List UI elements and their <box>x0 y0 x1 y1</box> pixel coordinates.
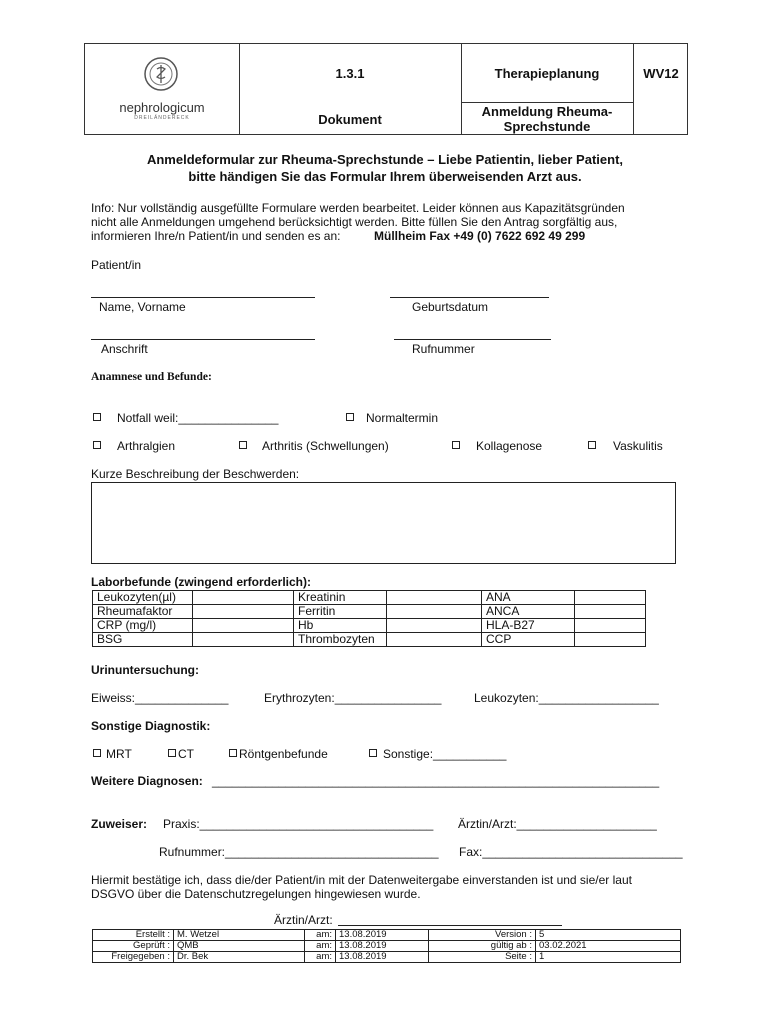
table-row <box>93 952 681 963</box>
roentgen-label: Röntgenbefunde <box>239 747 328 761</box>
info-line1: Info: Nur vollständig ausgefüllte Formulare werden bearbeitet. Leider können aus Kapazitätsgründen <box>91 201 625 215</box>
footer-am-cell: am: <box>305 930 336 941</box>
beschwerden-textarea[interactable] <box>91 482 676 564</box>
footer-meta-value-cell: 1 <box>536 952 681 963</box>
table-row <box>93 633 646 647</box>
address-label: Anschrift <box>101 342 148 356</box>
mrt-label: MRT <box>106 747 132 761</box>
footer-person-cell: M. Wetzel <box>174 930 305 941</box>
normaltermin-checkbox[interactable] <box>346 413 354 421</box>
labor-value-cell[interactable] <box>193 591 294 605</box>
footer-meta-value-cell: 03.02.2021 <box>536 941 681 952</box>
ct-checkbox[interactable] <box>168 749 176 757</box>
footer-person-cell: Dr. Bek <box>174 952 305 963</box>
document-header <box>84 43 688 135</box>
labor-label: Laborbefunde (zwingend erforderlich): <box>91 575 312 589</box>
anamnese-label: Anamnese und Befunde: <box>91 371 212 383</box>
labor-value-cell[interactable] <box>575 591 646 605</box>
address-field[interactable] <box>91 339 315 340</box>
form-title-line2: bitte händigen Sie das Formular Ihrem überweisenden Arzt aus. <box>188 169 582 184</box>
footer-meta-value-cell: 5 <box>536 930 681 941</box>
labor-value-cell[interactable] <box>193 605 294 619</box>
erythrozyten-field[interactable]: Erythrozyten:________________ <box>264 691 442 705</box>
info-line2: nicht alle Anmeldungen umgehend berücksichtigt werden. Bitte füllen Sie den Antrag sorgfältig aus, <box>91 215 618 229</box>
labor-name-cell: Kreatinin <box>294 591 387 605</box>
table-row <box>93 605 646 619</box>
roentgen-checkbox[interactable] <box>229 749 237 757</box>
name-field[interactable] <box>91 297 315 298</box>
vaskulitis-checkbox[interactable] <box>588 441 596 449</box>
nephrologicum-logo-icon <box>143 56 179 92</box>
labor-value-cell[interactable] <box>387 633 482 647</box>
table-row <box>93 941 681 952</box>
sonstige-checkbox[interactable] <box>369 749 377 757</box>
footer-person-cell: QMB <box>174 941 305 952</box>
labor-name-cell: Rheumafaktor <box>93 605 193 619</box>
labor-name-cell: BSG <box>93 633 193 647</box>
labor-value-cell[interactable] <box>387 605 482 619</box>
footer-role-cell: Freigegeben : <box>93 952 174 963</box>
labor-value-cell[interactable] <box>575 633 646 647</box>
sonstige-field[interactable]: Sonstige:___________ <box>383 747 507 761</box>
beschwerden-label: Kurze Beschreibung der Beschwerden: <box>91 467 300 481</box>
eiweiss-field[interactable]: Eiweiss:______________ <box>91 691 229 705</box>
phone-label: Rufnummer <box>412 342 475 356</box>
fax-field[interactable]: Fax:______________________________ <box>459 845 683 859</box>
labor-value-cell[interactable] <box>575 619 646 633</box>
table-row <box>93 930 681 941</box>
zuweiser-label: Zuweiser: <box>91 817 148 831</box>
table-row <box>93 591 646 605</box>
footer-meta-label-cell: gültig ab : <box>429 941 536 952</box>
kollagenose-label: Kollagenose <box>476 439 543 453</box>
table-row <box>93 619 646 633</box>
name-label: Name, Vorname <box>99 300 186 314</box>
notfall-checkbox[interactable] <box>93 413 101 421</box>
normaltermin-label: Normaltermin <box>366 411 439 425</box>
birthdate-label: Geburtsdatum <box>412 300 489 314</box>
mrt-checkbox[interactable] <box>93 749 101 757</box>
form-title-line1: Anmeldeformular zur Rheuma-Sprechstunde – Liebe Patientin, lieber Patient, <box>146 152 624 167</box>
footer-role-cell: Erstellt : <box>93 930 174 941</box>
footer-am-cell: am: <box>305 941 336 952</box>
leukozyten-field[interactable]: Leukozyten:__________________ <box>474 691 659 705</box>
doc-subject: Anmeldung Rheuma-Sprechstunde <box>481 104 613 134</box>
labor-name-cell: ANA <box>482 591 575 605</box>
info-line3: informieren Ihre/n Patient/in und senden es an: <box>91 229 341 243</box>
praxis-field[interactable]: Praxis:___________________________________ <box>163 817 434 831</box>
doc-category: Therapieplanung <box>494 66 600 81</box>
footer-role-cell: Geprüft : <box>93 941 174 952</box>
info-fax: Müllheim Fax +49 (0) 7622 692 49 299 <box>374 229 586 243</box>
labor-name-cell: ANCA <box>482 605 575 619</box>
weitere-diagnosen-label: Weitere Diagnosen: <box>91 774 203 788</box>
footer-meta-label-cell: Seite : <box>429 952 536 963</box>
ct-label: CT <box>178 747 194 761</box>
weitere-diagnosen-field[interactable]: ___________________________________________________________________ <box>212 774 660 788</box>
arthralgien-checkbox[interactable] <box>93 441 101 449</box>
labor-table <box>92 590 646 647</box>
vaskulitis-label: Vaskulitis <box>613 439 663 453</box>
patient-label: Patient/in <box>91 258 142 272</box>
labor-name-cell: CCP <box>482 633 575 647</box>
arthritis-checkbox[interactable] <box>239 441 247 449</box>
doc-number: 1.3.1 <box>335 66 365 81</box>
doc-code: WV12 <box>643 66 679 81</box>
labor-name-cell: Thrombozyten <box>294 633 387 647</box>
rufnummer-field[interactable]: Rufnummer:________________________________ <box>159 845 439 859</box>
birthdate-field[interactable] <box>390 297 549 298</box>
doc-type: Dokument <box>318 112 382 127</box>
consent-line2: DSGVO über die Datenschutzregelungen hingewiesen wurde. <box>91 887 421 901</box>
notfall-label: Notfall weil:_______________ <box>117 411 279 425</box>
urin-label: Urinuntersuchung: <box>91 663 199 677</box>
kollagenose-checkbox[interactable] <box>452 441 460 449</box>
labor-name-cell: HLA-B27 <box>482 619 575 633</box>
labor-name-cell: Ferritin <box>294 605 387 619</box>
arzt-field[interactable]: Ärztin/Arzt:_____________________ <box>458 817 657 831</box>
phone-field[interactable] <box>394 339 551 340</box>
consent-line1: Hiermit bestätige ich, dass die/der Patient/in mit der Datenweitergabe einverstanden ist und sie/er laut <box>91 873 632 887</box>
footer-date-cell: 13.08.2019 <box>336 952 429 963</box>
logo-text: nephrologicum <box>119 100 205 115</box>
footer-am-cell: am: <box>305 952 336 963</box>
labor-value-cell[interactable] <box>387 619 482 633</box>
footer-date-cell: 13.08.2019 <box>336 930 429 941</box>
footer-meta-label-cell: Version : <box>429 930 536 941</box>
signature-label: Ärztin/Arzt: <box>274 913 333 927</box>
arthritis-label: Arthritis (Schwellungen) <box>262 439 389 453</box>
labor-name-cell: CRP (mg/l) <box>93 619 193 633</box>
labor-name-cell: Leukozyten(µl) <box>93 591 193 605</box>
labor-value-cell[interactable] <box>193 619 294 633</box>
labor-name-cell: Hb <box>294 619 387 633</box>
footer-table <box>92 929 681 963</box>
arthralgien-label: Arthralgien <box>117 439 176 453</box>
sonstige-label: Sonstige Diagnostik: <box>91 719 211 733</box>
labor-value-cell[interactable] <box>193 633 294 647</box>
labor-value-cell[interactable] <box>387 591 482 605</box>
signature-field[interactable] <box>338 925 562 926</box>
footer-date-cell: 13.08.2019 <box>336 941 429 952</box>
logo-subtext: DREILÄNDERECK <box>134 115 190 121</box>
labor-value-cell[interactable] <box>575 605 646 619</box>
